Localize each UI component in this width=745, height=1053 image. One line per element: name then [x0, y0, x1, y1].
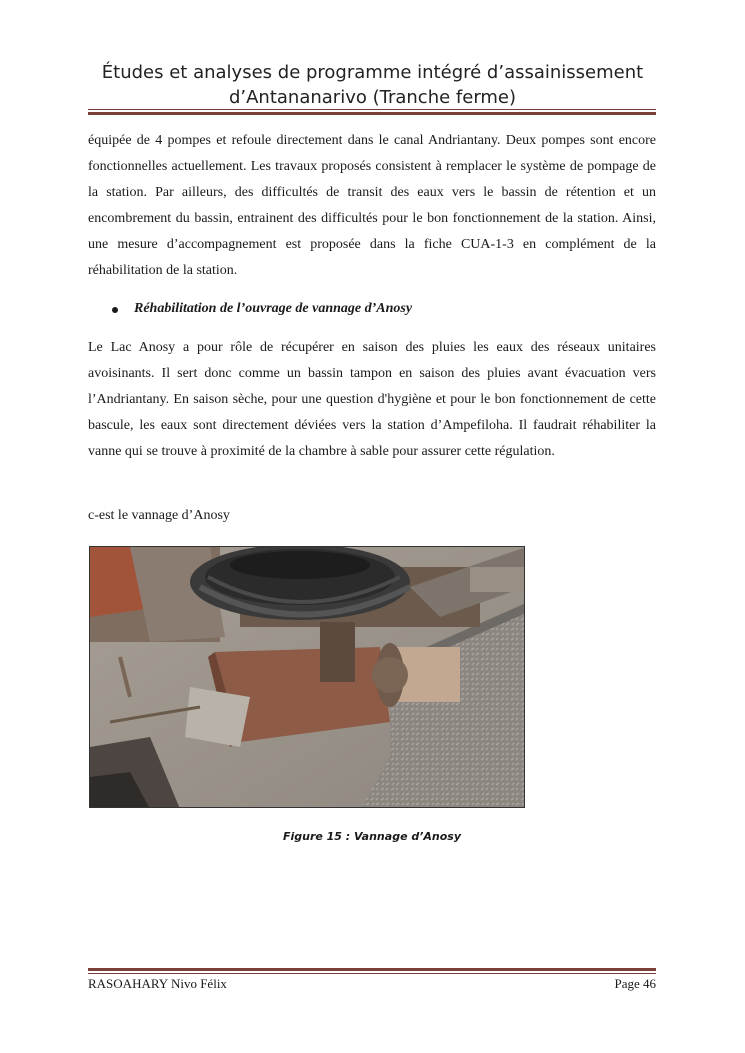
header-rule-thick	[88, 112, 656, 115]
paragraph-vannage-intro: c-est le vannage d’Anosy	[88, 508, 230, 523]
footer-author: RASOAHARY Nivo Félix	[88, 976, 227, 991]
bullet-heading: Réhabilitation de l’ouvrage de vannage d’Anosy	[134, 301, 413, 316]
footer-rule-thin	[88, 973, 656, 974]
bullet-point-icon	[112, 307, 118, 313]
header-rule-thin	[88, 109, 656, 110]
footer-rule-thick	[88, 968, 656, 971]
vannage-photo	[89, 546, 525, 808]
page-header-title	[90, 60, 655, 110]
header-title-line-1: Études et analyses de programme intégré d’assainissement	[101, 62, 644, 83]
paragraph-lac-anosy: Le Lac Anosy a pour rôle de récupérer en saison des pluies les eaux des réseaux unitaires avoisinants. Il sert donc comme un bassin tampon en saison des pluies avant évacuation vers l’Andriantany. En saison sèche, pour une question d'hygiène et pour le bon fonctionnement de cette bascule, les eaux sont directement déviées vers la station d’Ampefiloha. Il faudrait réhabiliter la vanne qui se trouve à proximité de la chambre à sable pour assurer cette régulation.	[88, 340, 656, 459]
figure-caption: Figure 15 : Vannage d’Anosy	[282, 830, 462, 843]
header-title-line-2: d’Antananarivo (Tranche ferme)	[228, 87, 517, 108]
paragraph-station-pumps: équipée de 4 pompes et refoule directement dans le canal Andriantany. Deux pompes sont encore fonctionnelles actuellement. Les travaux proposés consistent à remplacer le système de pompage de la station. Par ailleurs, des difficultés de transit des eaux vers le bassin de rétention et un encombrement du bassin, entrainent des difficultés pour le bon fonctionnement de la station. Ainsi, une mesure d’accompagnement est proposée dans la fiche CUA-1-3 en complément de la réhabilitation de la station.	[88, 133, 656, 278]
footer-page-number: Page 46	[614, 976, 656, 991]
